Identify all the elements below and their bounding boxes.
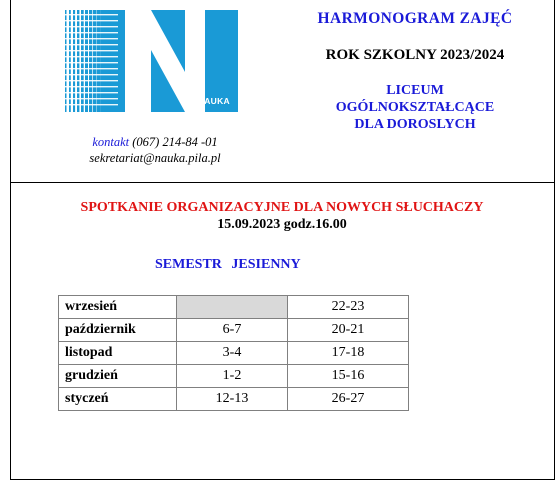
month-cell: listopad [59,342,177,365]
table-row [59,342,409,365]
contact-phone-line [60,134,250,150]
table-row [59,388,409,411]
table-row [59,319,409,342]
logo-text: NAUKA [197,96,230,106]
date-cell: 17-18 [288,342,409,365]
contact-label: kontakt [92,135,130,149]
page-title: HARMONOGRAM ZAJĘĆ [317,10,513,27]
contact-email[interactable]: sekretariat@nauka.pila.pl [89,151,221,165]
school-name-line2: OGÓLNOKSZTAŁCĄCE [335,100,495,115]
header-divider [10,182,555,183]
contact-phone: (067) 214-84 -01 [132,135,218,149]
date-cell: 20-21 [288,319,409,342]
month-cell: styczeń [59,388,177,411]
meeting-date: 15.09.2023 godz.16.00 [217,217,347,232]
date-cell: 12-13 [177,388,288,411]
month-cell: wrzesień [59,296,177,319]
month-cell: grudzień [59,365,177,388]
nauka-logo [65,10,238,112]
date-cell: 15-16 [288,365,409,388]
school-year: ROK SZKOLNY 2023/2024 [325,47,505,63]
date-cell: 26-27 [288,388,409,411]
schedule-table [58,295,409,411]
table-row [59,365,409,388]
school-name [280,82,550,133]
meeting-title: SPOTKANIE ORGANIZACYJNE DLA NOWYCH SŁUCHACZY [80,200,484,215]
semester-heading: SEMESTR JESIENNY [155,257,301,272]
date-cell: 22-23 [288,296,409,319]
school-name-line3: DLA DOROSLYCH [354,117,476,132]
date-cell: 1-2 [177,365,288,388]
month-cell: październik [59,319,177,342]
table-row [59,296,409,319]
date-cell: 3-4 [177,342,288,365]
date-cell: 6-7 [177,319,288,342]
date-cell-empty [177,296,288,319]
contact-block [60,134,250,166]
school-name-line1: LICEUM [386,83,444,98]
